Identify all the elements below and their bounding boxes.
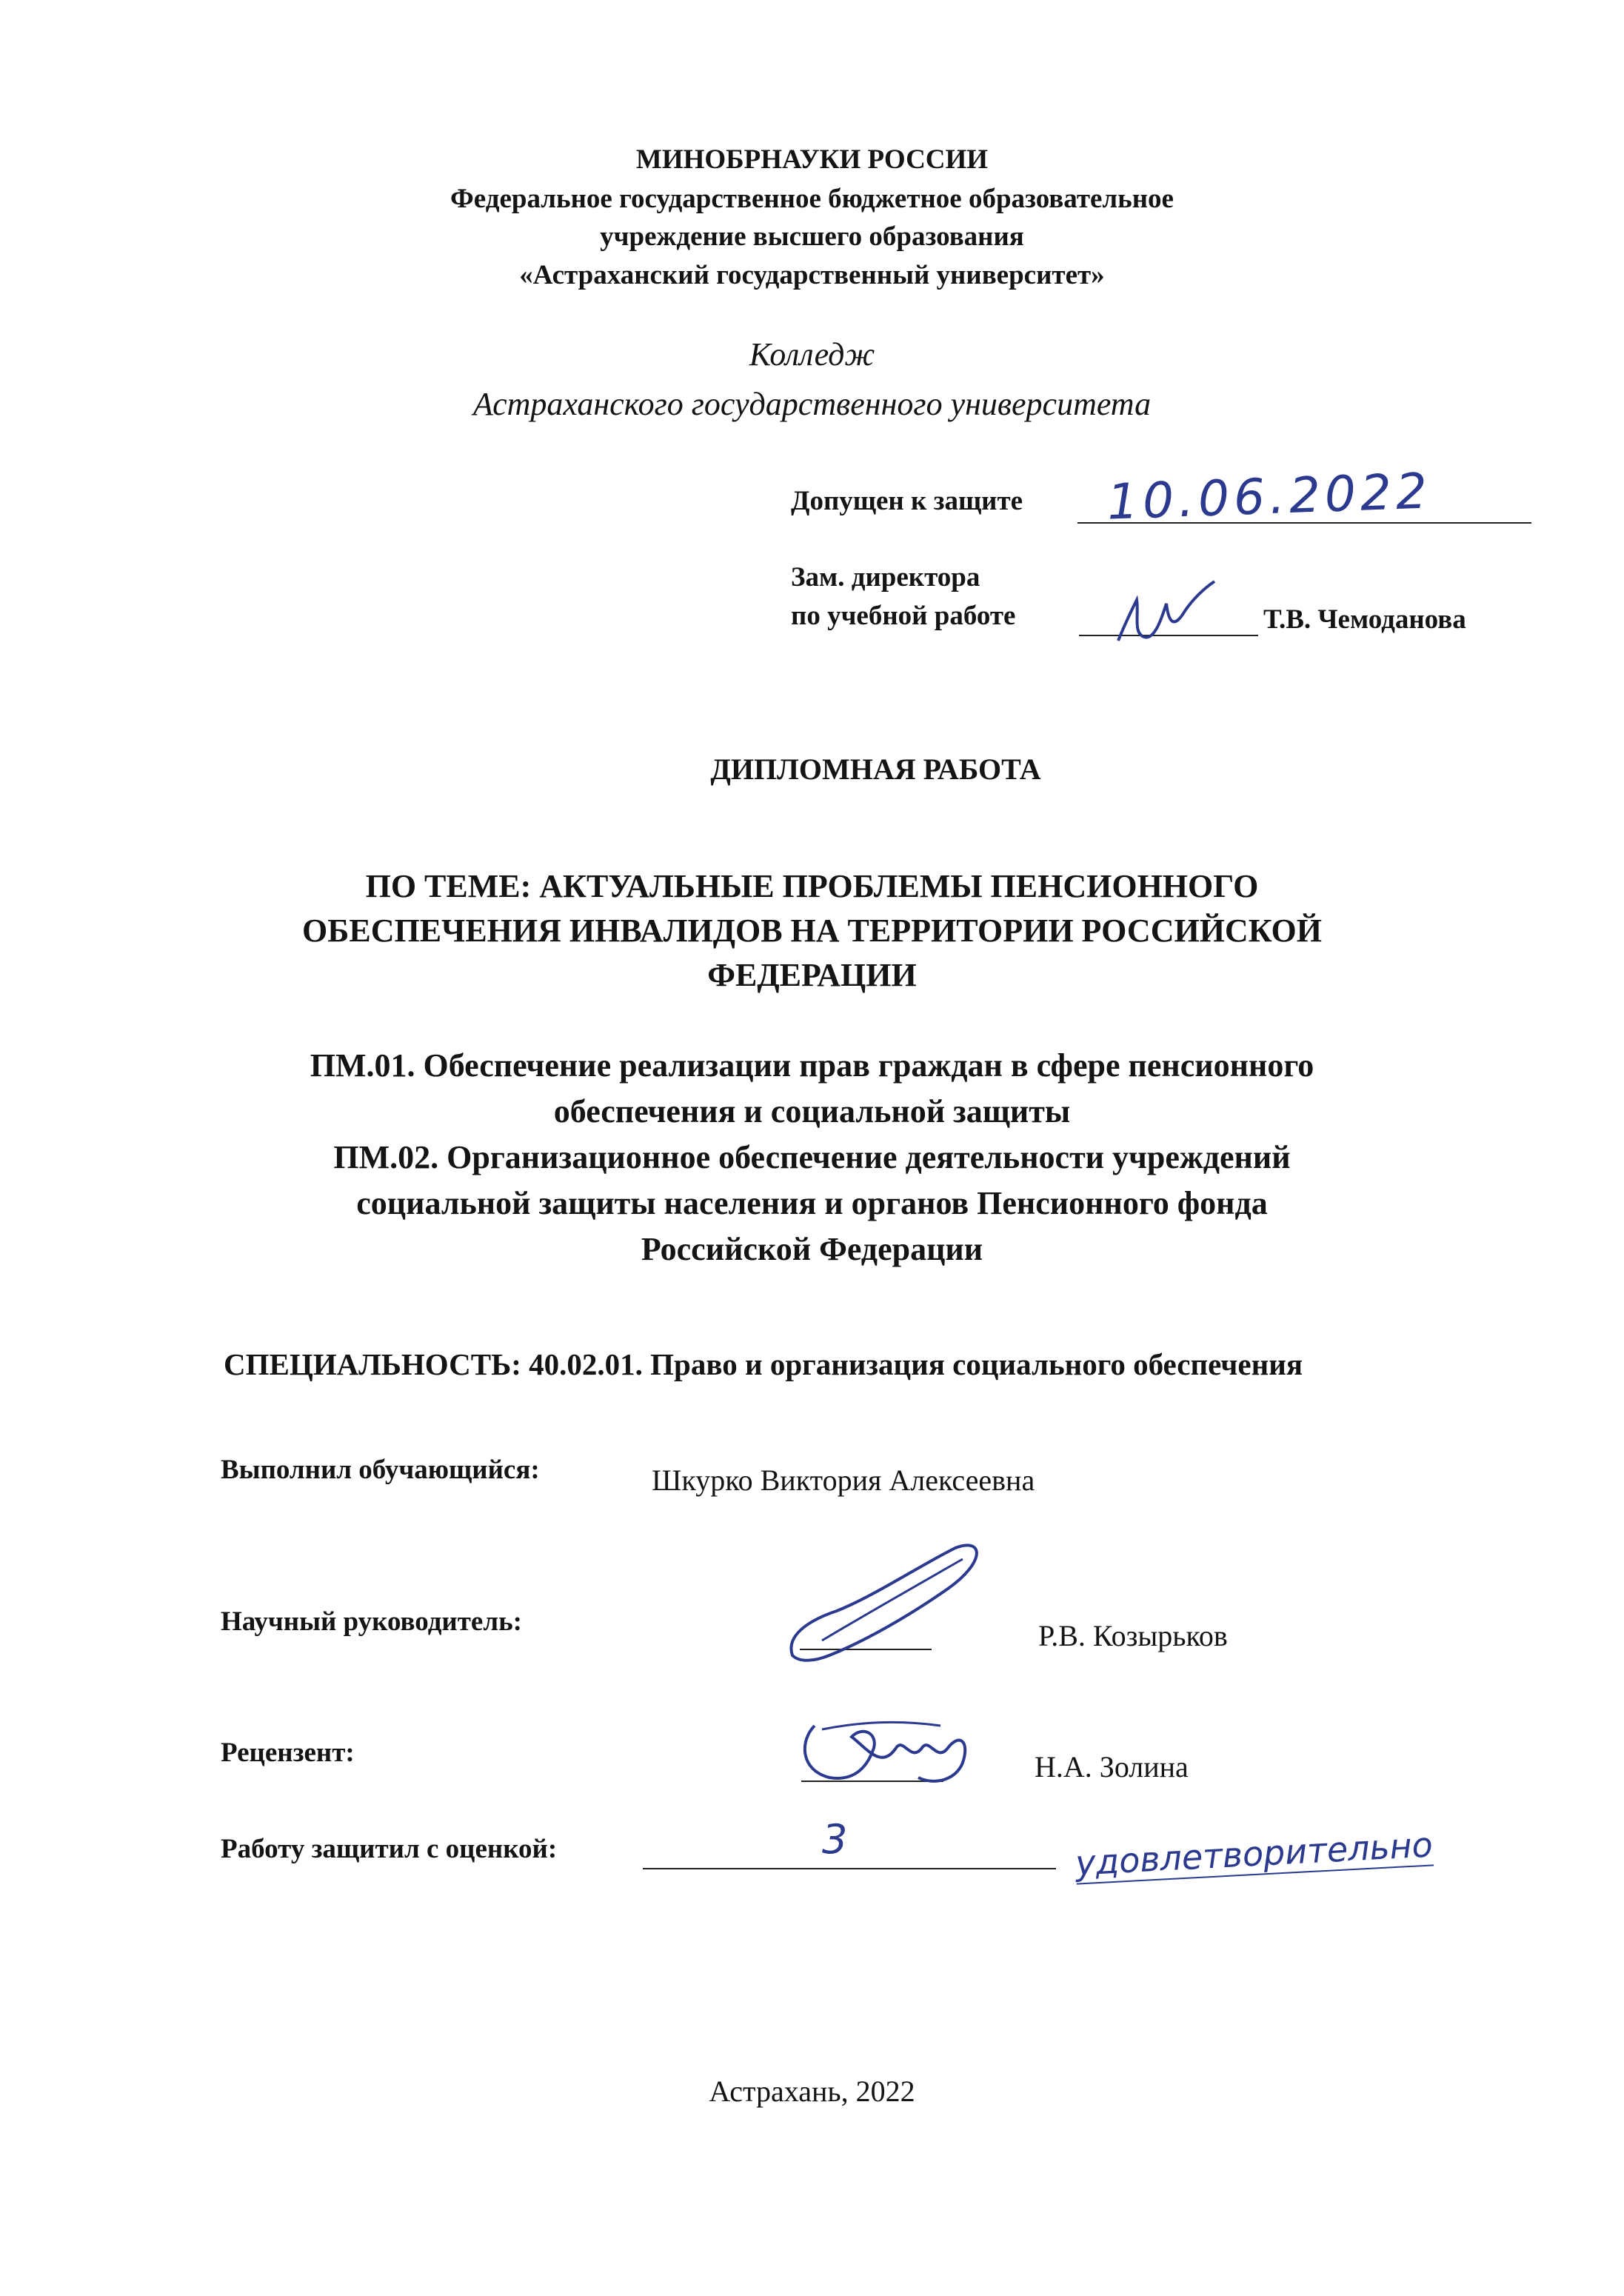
theme-line-3: ФЕДЕРАЦИИ <box>707 957 917 993</box>
specialty: СПЕЦИАЛЬНОСТЬ: 40.02.01. Право и организация социального обеспечения <box>224 1347 1303 1381</box>
ministry-heading: МИНОБРНАУКИ РОССИИ <box>635 144 989 175</box>
supervisor-name: Р.В. Козырьков <box>1038 1619 1228 1652</box>
deputy-label-line-1: Зам. директора <box>791 562 980 593</box>
organization-line-1: Федеральное государственное бюджетное образовательное <box>450 184 1174 214</box>
grade-label: Работу защитил с оценкой: <box>221 1834 558 1864</box>
work-type: ДИПЛОМНАЯ РАБОТА <box>710 752 1041 786</box>
grade-value-handwritten: 3 <box>822 1816 848 1863</box>
pm02-line-2: социальной защиты населения и органов Пенсионного фонда <box>356 1185 1268 1221</box>
pm01-line-1: ПМ.01. Обеспечение реализации прав граждан в сфере пенсионного <box>310 1047 1314 1084</box>
organization-line-2: учреждение высшего образования <box>600 221 1024 252</box>
grade-word-handwritten: удовлетворительно <box>1074 1824 1434 1883</box>
theme-line-2: ОБЕСПЕЧЕНИЯ ИНВАЛИДОВ НА ТЕРРИТОРИИ РОССИЙСКОЙ <box>302 912 1322 949</box>
student-name: Шкурко Виктория Алексеевна <box>652 1464 1035 1497</box>
reviewer-label: Рецензент: <box>221 1738 355 1768</box>
reviewer-name: Н.А. Золина <box>1035 1750 1189 1783</box>
pm02-line-3: Российской Федерации <box>641 1231 983 1267</box>
pm01-line-2: обеспечения и социальной защиты <box>553 1093 1071 1129</box>
supervisor-signature <box>770 1529 992 1678</box>
theme-line-1: ПО ТЕМЕ: АКТУАЛЬНЫЕ ПРОБЛЕМЫ ПЕНСИОННОГО <box>365 868 1259 904</box>
college-line-1: Колледж <box>749 336 875 373</box>
admission-date-handwritten: 10.06.2022 <box>1106 462 1433 531</box>
admission-label: Допущен к защите <box>791 486 1023 516</box>
grade-line <box>643 1837 1056 1869</box>
deputy-name: Т.В. Чемоданова <box>1263 604 1466 635</box>
pm02-line-1: ПМ.02. Организационное обеспечение деятельности учреждений <box>333 1139 1291 1175</box>
deputy-label-line-2: по учебной работе <box>791 601 1016 631</box>
city-year: Астрахань, 2022 <box>709 2075 915 2108</box>
university-name: «Астраханский государственный университет» <box>519 260 1105 290</box>
supervisor-label: Научный руководитель: <box>221 1606 522 1637</box>
college-line-2: Астраханского государственного университета <box>472 386 1152 422</box>
student-label: Выполнил обучающийся: <box>221 1455 540 1485</box>
deputy-signature <box>1103 570 1229 659</box>
reviewer-signature <box>785 1703 985 1800</box>
